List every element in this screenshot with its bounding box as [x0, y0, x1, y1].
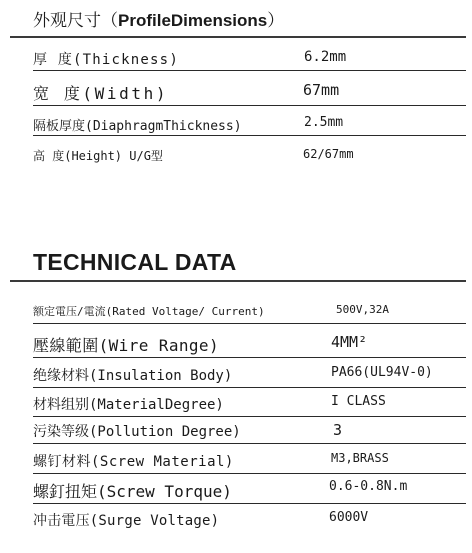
diaphragm-label: 隔板厚度(DiaphragmThickness): [33, 119, 242, 134]
tech-row-torque: [33, 479, 463, 505]
row-underline: [33, 105, 466, 106]
profile-title-end: ）: [267, 11, 285, 31]
row-underline: [33, 416, 466, 417]
tech-row-wire: [33, 333, 463, 359]
material-value: I CLASS: [331, 394, 386, 409]
thickness-value: 6.2mm: [304, 49, 347, 65]
profile-dimensions-title: [33, 6, 284, 31]
surge-label: 冲击電压(Surge Voltage): [33, 513, 220, 529]
torque-label: 螺釘扭矩(Screw Torque): [33, 482, 232, 501]
row-underline: [33, 70, 466, 71]
height-value: 62/67mm: [303, 147, 354, 161]
profile-title-rule: [10, 36, 466, 38]
width-value: 67mm: [303, 81, 340, 99]
tech-row-surge: [33, 510, 463, 534]
row-underline: [33, 387, 466, 388]
width-label: 宽 度(Width): [33, 84, 169, 103]
material-label: 材料组别(MaterialDegree): [33, 397, 224, 413]
profile-row-diaphragm: [33, 115, 463, 137]
row-underline: [33, 473, 466, 474]
thickness-label: 厚 度(Thickness): [33, 52, 179, 68]
tech-row-screw-material: [33, 451, 463, 475]
screw-material-label: 螺钉材料(Screw Material): [33, 454, 234, 470]
rated-label: 额定電压/電流(Rated Voltage/ Current): [33, 305, 265, 318]
row-underline: [33, 357, 466, 358]
tech-row-rated: [33, 303, 463, 325]
tech-row-material: [33, 394, 463, 418]
wire-value: 4MM²: [331, 333, 368, 351]
technical-data-title: TECHNICAL DATA: [33, 249, 237, 275]
profile-title-en: ProfileDimensions: [118, 11, 268, 30]
screw-material-value: M3,BRASS: [331, 451, 389, 465]
profile-title-cn: 外观尺寸（: [33, 11, 118, 31]
insulation-label: 绝缘材料(Insulation Body): [33, 368, 233, 384]
tech-row-insulation: [33, 365, 463, 389]
rated-value: 500V,32A: [336, 303, 389, 316]
row-underline: [33, 503, 466, 504]
profile-row-thickness: [33, 49, 463, 73]
profile-row-width: [33, 81, 463, 107]
insulation-value: PA66(UL94V-0): [331, 365, 433, 380]
surge-value: 6000V: [329, 510, 369, 525]
pollution-label: 污染等级(Pollution Degree): [33, 424, 241, 440]
pollution-value: 3: [333, 421, 343, 439]
row-underline: [33, 135, 466, 136]
row-underline: [33, 443, 466, 444]
row-underline: [33, 323, 466, 324]
tech-row-pollution: [33, 421, 463, 445]
technical-title-rule: [10, 280, 466, 282]
profile-row-height: [33, 147, 463, 169]
diaphragm-value: 2.5mm: [304, 115, 344, 130]
wire-label: 壓線範圍(Wire Range): [33, 336, 219, 355]
torque-value: 0.6-0.8N.m: [329, 479, 408, 494]
height-label: 高 度(Height) U/G型: [33, 149, 163, 163]
